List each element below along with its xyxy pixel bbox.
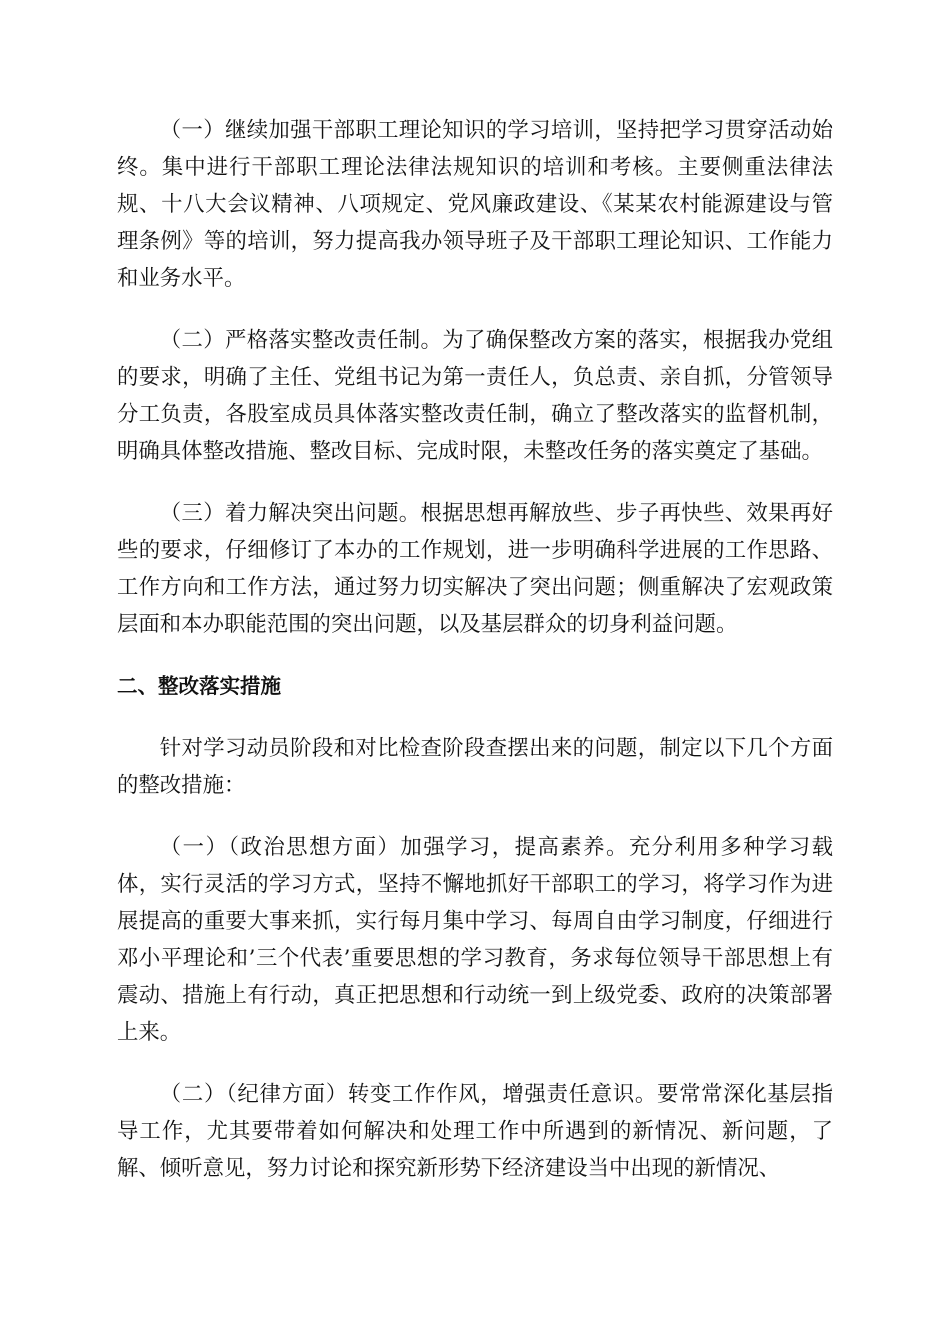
paragraph-2: （二）严格落实整改责任制。为了确保整改方案的落实，根据我办党组的要求，明确了主任、党组书记为第一责任人，负总责、亲自抓，分管领导分工负责，各股室成员具体落实整改责任制，确立了整改落实的监督机制，明确具体整改措施、整改目标、完成时限，未整改任务的落实奠定了基础。 bbox=[117, 328, 833, 464]
paragraph-3: （三）着力解决突出问题。根据思想再解放些、步子再快些、效果再好些的要求，仔细修订了本办的工作规划，进一步明确科学进展的工作思路、工作方向和工作方法，通过努力切实解决了突出问题；侧重解决了宏观政策层面和本办职能范围的突出问题，以及基层群众的切身利益问题。 bbox=[117, 501, 833, 637]
document-body bbox=[117, 112, 833, 1212]
paragraph-4: 针对学习动员阶段和对比检查阶段查摆出来的问题，制定以下几个方面的整改措施： bbox=[117, 736, 833, 798]
section-heading: 二、整改落实措施 bbox=[117, 674, 281, 698]
paragraph-1: （一）继续加强干部职工理论知识的学习培训，坚持把学习贯穿活动始终。集中进行干部职工理论法律法规知识的培训和考核。主要侧重法律法规、十八大会议精神、八项规定、党风廉政建设、《某某农村能源建设与管理条例》等的培训，努力提高我办领导班子及干部职工理论知识、工作能力和业务水平。 bbox=[117, 118, 833, 291]
paragraph-5: （一）（政治思想方面）加强学习，提高素养。充分利用多种学习载体，实行灵活的学习方式，坚持不懈地抓好干部职工的学习，将学习作为进展提高的重要大事来抓，实行每月集中学习、每周自由学习制度，仔细进行邓小平理论和’三个代表’重要思想的学习教育，务求每位领导干部思想上有震动、措施上有行动，真正把思想和行动统一到上级党委、政府的决策部署上来。 bbox=[117, 835, 833, 1045]
paragraph-6: （二）（纪律方面）转变工作作风，增强责任意识。要常常深化基层指导工作，尤其要带着如何解决和处理工作中所遇到的新情况、新问题，了解、倾听意见，努力讨论和探究新形势下经济建设当中出现的新情况、 bbox=[117, 1082, 833, 1181]
